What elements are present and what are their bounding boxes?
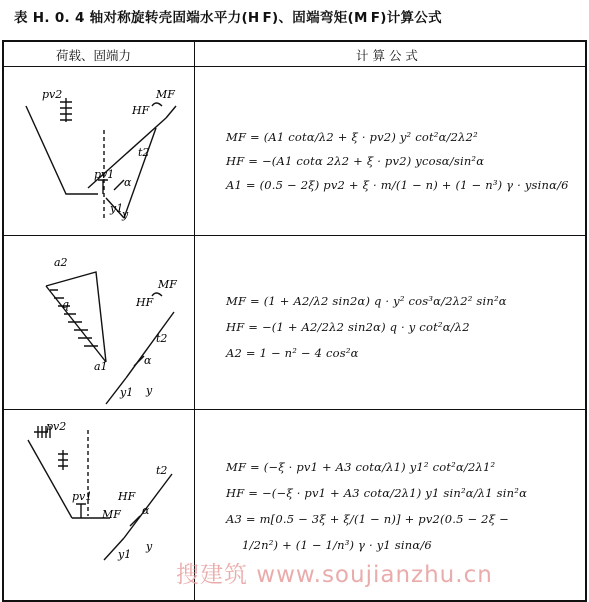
formula-row1-line2: HF = −(A1 cotα 2λ2 + ξ · pv2) ycosα/sin²α (226, 154, 485, 168)
label-y1: y1 (120, 386, 134, 399)
label-y1: y1 (118, 548, 132, 561)
label-pv1: pv1 (72, 490, 93, 503)
column-divider (194, 42, 195, 600)
label-t2: t2 (156, 332, 168, 345)
label-alpha: α (142, 504, 150, 517)
label-mf: MF (102, 508, 121, 521)
label-mf: MF (158, 278, 177, 291)
formula-row2-line1: MF = (1 + A2/λ2 sin2α) q · y² cos³α/2λ2² sin²α (226, 294, 507, 308)
label-q: q (62, 298, 70, 311)
formula-row2-line3: A2 = 1 − n² − 4 cos²α (226, 346, 359, 360)
label-hf: HF (132, 104, 150, 117)
formula-row2-line2: HF = −(1 + A2/2λ2 sin2α) q · y cot²α/λ2 (226, 320, 470, 334)
label-a2: a2 (54, 256, 68, 269)
label-t2: t2 (156, 464, 168, 477)
diagram-row1 (6, 68, 192, 234)
label-pv2: pv2 (42, 88, 63, 101)
formula-row3-line1: MF = (−ξ · pv1 + A3 cotα/λ1) y1² cot²α/2λ1² (226, 460, 496, 474)
label-mf: MF (156, 88, 175, 101)
label-alpha: α (144, 354, 152, 367)
row-divider-2 (4, 409, 585, 410)
formula-row3-line3: A3 = m[0.5 − 3ξ + ξ/(1 − n)] + pv2(0.5 − 2ξ − (226, 512, 509, 526)
table-title: 表 H. 0. 4 轴对称旋转壳固端水平力(H F)、固端弯矩(M F)计算公式 (14, 10, 442, 26)
label-y1: y1 (110, 202, 124, 215)
label-hf: HF (136, 296, 154, 309)
formula-row3-line4: 1/2n²) + (1 − 1/n³) γ · y1 sinα/6 (242, 538, 432, 552)
header-formula: 计 算 公 式 (356, 48, 418, 63)
label-a1: a1 (94, 360, 108, 373)
label-hf: HF (118, 490, 136, 503)
row-divider-1 (4, 235, 585, 236)
header-divider (4, 66, 585, 67)
formula-row3-line2: HF = −(−ξ · pv1 + A3 cotα/2λ1) y1 sin²α/λ1 sin²α (226, 486, 528, 500)
label-pv2: pv2 (46, 420, 67, 433)
label-t2: t2 (138, 146, 150, 159)
diagram-row3 (6, 412, 192, 562)
label-y: y (146, 384, 153, 397)
formula-row1-line3: A1 = (0.5 − 2ξ) pv2 + ξ · m/(1 − n) + (1 − n³) γ · ysinα/6 (226, 178, 569, 192)
label-y: y (146, 540, 153, 553)
formula-row1-line1: MF = (A1 cotα/λ2 + ξ · pv2) y² cot²α/2λ2² (226, 130, 478, 144)
label-alpha: α (124, 176, 132, 189)
header-load: 荷载、固端力 (56, 48, 132, 63)
label-pv1: pv1 (94, 168, 115, 181)
label-y: y (122, 208, 129, 221)
formula-table (2, 40, 587, 602)
watermark: 搜建筑 www.soujianzhu.cn (176, 562, 493, 588)
diagram-row2 (6, 238, 192, 406)
